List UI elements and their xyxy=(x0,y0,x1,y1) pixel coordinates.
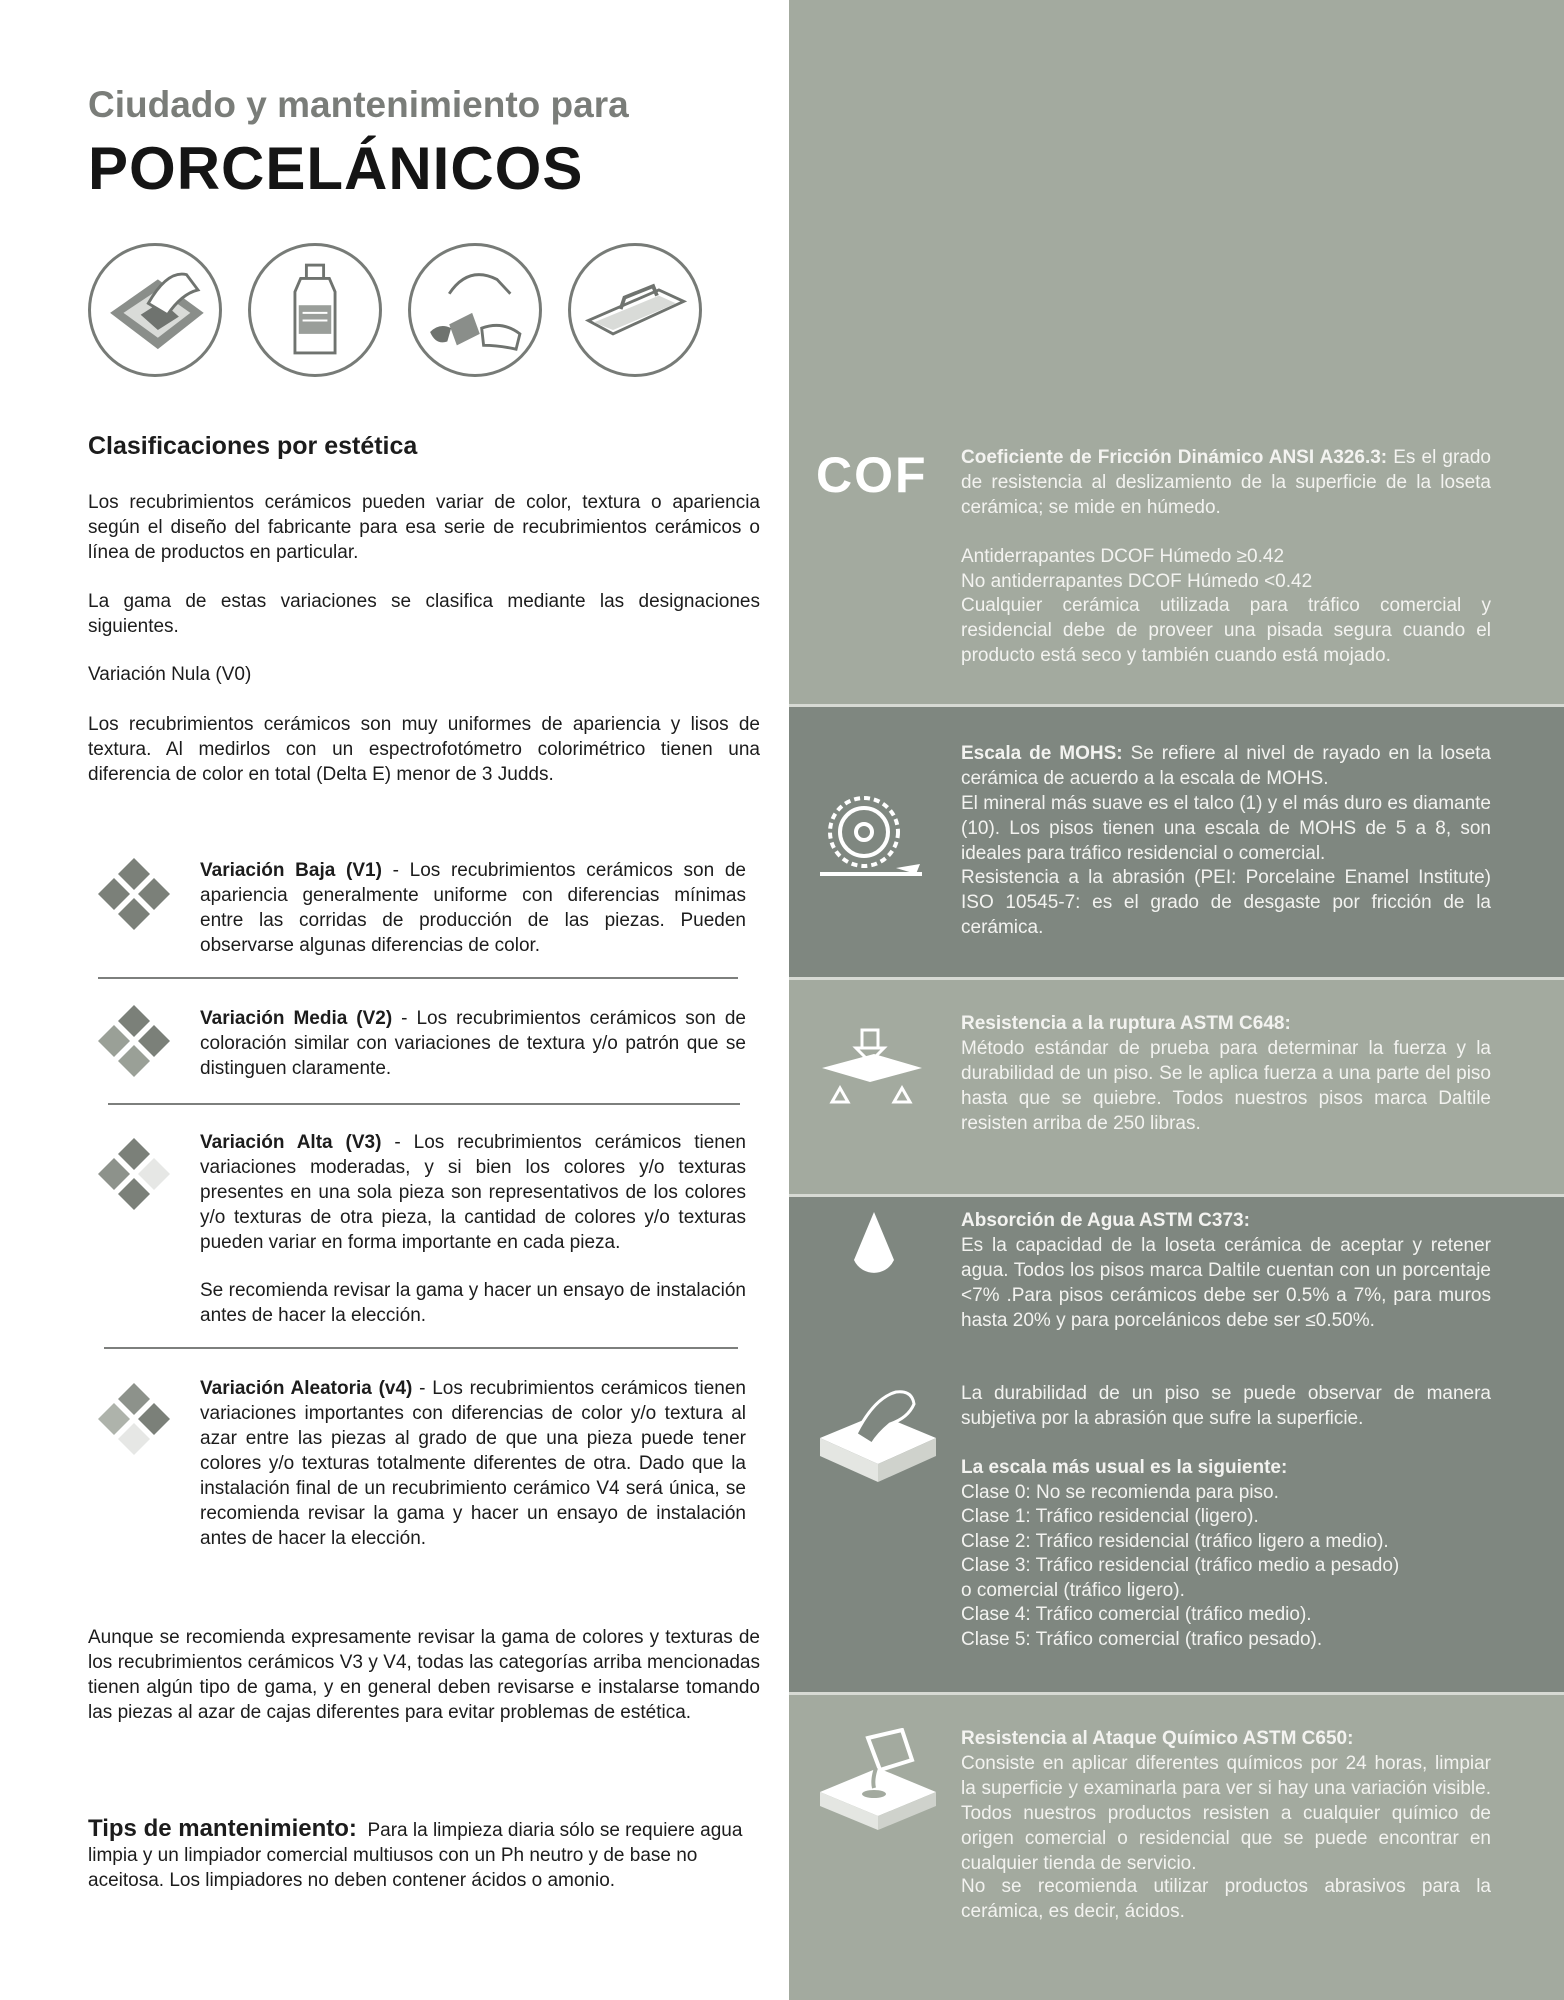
spec-absorcion-heading xyxy=(961,1208,1491,1233)
variation-v3 xyxy=(200,1130,746,1255)
spec-quimico-heading xyxy=(961,1726,1491,1751)
tile-pattern-v1-icon xyxy=(94,856,174,936)
spec-mohs-text xyxy=(961,741,1491,791)
variation-v2-name: Variación Media (V2) xyxy=(200,1008,393,1029)
variation-v2-text: - Los recubrimientos cerámicos son de coloración similar con variaciones de textura y/o patrón que se distinguen claramente. xyxy=(200,1008,746,1079)
spec-clase-3: Clase 3: Tráfico residencial (tráfico medio a pesado) xyxy=(961,1555,1400,1576)
variation-v1-name: Variación Baja (V1) xyxy=(200,860,382,881)
tips-heading: Tips de mantenimiento: xyxy=(88,1815,357,1842)
spec-ruptura-text: Método estándar de prueba para determinar la fuerza y la durabilidad de un piso. Se le aplica fuerza a una parte del piso hasta que se quiebre. Todos nuestros pisos marca Daltile resisten arriba de 250 libras. xyxy=(961,1038,1491,1134)
spec-quimico-title: Resistencia al Ataque Químico ASTM C650: xyxy=(961,1728,1354,1749)
divider xyxy=(98,977,738,979)
estetica-paragraph-3: Variación Nula (V0) xyxy=(88,664,252,685)
hands-applying-product-icon xyxy=(408,243,542,377)
spec-cof-heading: Coeficiente de Fricción Dinámico ANSI A326.3: xyxy=(961,447,1388,468)
spec-cof-line-3: Cualquier cerámica utilizada para tráfico comercial y residencial debe de proveer una pisada segura cuando el producto está seco y también cuando está mojado. xyxy=(961,595,1491,666)
divider xyxy=(104,1347,738,1349)
tips-text: Para la limpieza diaria sólo se requiere agua limpia y un limpiador comercial multiusos con un Ph neutro y de base no aceitosa. Los limpiadores no deben contener ácidos o amonio. xyxy=(88,1820,743,1891)
spec-clase-1: Clase 1: Tráfico residencial (ligero). xyxy=(961,1506,1259,1527)
spec-ruptura-title: Resistencia a la ruptura ASTM C648: xyxy=(961,1013,1291,1034)
estetica-paragraph-1: Los recubrimientos cerámicos pueden variar de color, textura o apariencia según el diseño del fabricante para esa serie de recubrimientos cerámicos o línea de productos en particular. xyxy=(88,492,760,563)
variation-v4-text: - Los recubrimientos cerámicos tienen variaciones importantes con diferencias de color y/o textura al azar entre las piezas al grado de que una pieza puede tener colores y/o texturas totalmente diferentes de otra. Dado que la instalación final de un recubrimiento cerámico V4 será única, se recomienda revisar la gama y hacer un ensayo de instalación antes de hacer la elección. xyxy=(200,1378,746,1549)
spec-cof-line-1: Antiderrapantes DCOF Húmedo ≥0.42 xyxy=(961,546,1285,567)
spec-absorcion-text: Es la capacidad de la loseta cerámica de aceptar y retener agua. Todos los pisos marca Daltile cuentan con un porcentaje <7% .Para pisos cerámicos debe ser 0.5% a 7%, para muros hasta 20% y para porcelánicos debe ser ≤0.50%. xyxy=(961,1235,1491,1331)
spec-cof-line-2: No antiderrapantes DCOF Húmedo <0.42 xyxy=(961,571,1313,592)
variation-v1-text: - Los recubrimientos cerámicos son de apariencia generalmente uniforme con diferencias mínimas entre las corridas de producción de las piezas. Pueden observarse algunas diferencias de color. xyxy=(200,860,746,956)
page-title: PORCELÁNICOS xyxy=(88,135,584,202)
spec-absorcion-title: Absorción de Agua ASTM C373: xyxy=(961,1210,1250,1231)
chemical-spill-icon xyxy=(816,1728,940,1832)
variation-v2 xyxy=(200,1006,746,1081)
page-subtitle: Ciudado y mantenimiento para xyxy=(88,84,629,125)
abrasion-hand-icon xyxy=(816,1378,940,1488)
divider xyxy=(108,1103,740,1105)
tile-pattern-v2-icon xyxy=(94,1003,174,1083)
saw-blade-icon xyxy=(816,790,926,890)
variation-v3-text: - Los recubrimientos cerámicos tienen variaciones moderadas, y si bien los colores y/o texturas presentes en una sola pieza son representativos de los colores y/o texturas de otra pieza, la cantidad de colores y/o texturas pueden variar en forma importante en cada pieza. xyxy=(200,1132,746,1253)
spec-clase-5: Clase 5: Tráfico comercial (trafico pesado). xyxy=(961,1629,1323,1650)
spec-clase-0: Clase 0: No se recomienda para piso. xyxy=(961,1482,1279,1503)
variation-v3-name: Variación Alta (V3) xyxy=(200,1132,382,1153)
closing-paragraph: Aunque se recomienda expresamente revisar la gama de colores y texturas de los recubrimientos cerámicos V3 y V4, todas las categorías arriba mencionadas tienen algún tipo de gama, y en general deben revisarse e instalarse tomando las piezas al azar de cajas diferentes para evitar problemas de estética. xyxy=(88,1627,760,1723)
trowel-icon xyxy=(568,243,702,377)
spec-mohs-heading: Escala de MOHS: xyxy=(961,743,1123,764)
water-drop-icon xyxy=(846,1210,902,1294)
spec-mohs-line-1: El mineral más suave es el talco (1) y el más duro es diamante (10). Los pisos tienen una escala de MOHS de 5 a 8, son ideales para tráfico residencial o comercial. xyxy=(961,793,1491,864)
variation-v4-name: Variación Aleatoria (v4) xyxy=(200,1378,413,1399)
spec-mohs-description: Se refiere al nivel de rayado en la loseta cerámica de acuerdo a la escala de MOHS. xyxy=(961,743,1491,789)
tile-pattern-v4-icon xyxy=(94,1381,174,1461)
estetica-paragraph-4: Los recubrimientos cerámicos son muy uniformes de apariencia y lisos de textura. Al medirlos con un espectrofotómetro colorimétrico tienen una diferencia de color en total (Delta E) menor de 3 Judds. xyxy=(88,714,760,785)
spec-clase-4: Clase 4: Tráfico comercial (tráfico medio). xyxy=(961,1604,1312,1625)
spec-scale-title: La escala más usual es la siguiente: xyxy=(961,1457,1288,1478)
pressure-arrow-icon xyxy=(816,1026,926,1112)
tile-pattern-v3-icon xyxy=(94,1136,174,1216)
spec-clase-3-continued: o comercial (tráfico ligero). xyxy=(961,1580,1185,1601)
section-heading-estetica: Clasificaciones por estética xyxy=(88,432,418,460)
spec-cof-description: Es el grado de resistencia al deslizamiento de la superficie de la loseta cerámica; se mide en húmedo. xyxy=(961,447,1491,518)
spec-clase-2: Clase 2: Tráfico residencial (tráfico ligero a medio). xyxy=(961,1531,1389,1552)
spec-absorcion-paragraph-2: La durabilidad de un piso se puede observar de manera subjetiva por la abrasión que sufre la superficie. xyxy=(961,1383,1491,1429)
cleaner-bottle-icon xyxy=(248,243,382,377)
spec-absorcion-scale-heading xyxy=(961,1455,1491,1480)
estetica-paragraph-2: La gama de estas variaciones se clasifica mediante las designaciones siguientes. xyxy=(88,591,760,637)
cof-label: COF xyxy=(816,447,928,503)
variation-v1 xyxy=(200,858,746,958)
spec-ruptura-heading xyxy=(961,1011,1491,1036)
spec-mohs-line-2: Resistencia a la abrasión (PEI: Porcelaine Enamel Institute) ISO 10545-7: es el grado de desgaste por fricción de la cerámica. xyxy=(961,867,1491,938)
variation-v4 xyxy=(200,1376,746,1551)
spec-cof-text xyxy=(961,445,1491,520)
spec-quimico-line-2: No se recomienda utilizar productos abrasivos para la cerámica, es decir, ácidos. xyxy=(961,1876,1491,1922)
variation-v3-recommendation: Se recomienda revisar la gama y hacer un ensayo de instalación antes de hacer la elección. xyxy=(200,1280,746,1326)
hand-cleaning-floor-icon xyxy=(88,243,222,377)
maintenance-tips xyxy=(88,1816,748,1893)
spec-quimico-text: Consiste en aplicar diferentes químicos por 24 horas, limpiar la superficie y examinarla para ver si hay una variación visible. Todos nuestros productos resisten a cualquier químico de origen comercial o residencial que se puede encontrar en cualquier tienda de servicio. xyxy=(961,1753,1491,1874)
